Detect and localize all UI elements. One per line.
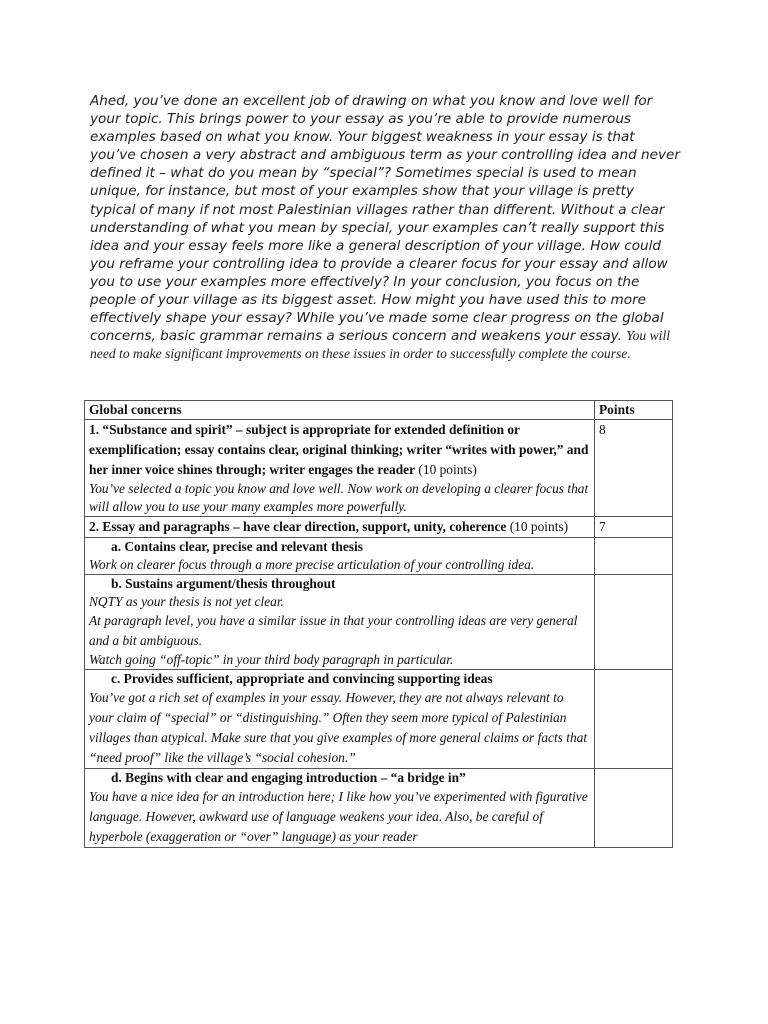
feedback-paragraph <box>90 92 680 363</box>
subrow-d-cell <box>85 769 595 848</box>
rubric-header-row <box>85 401 673 420</box>
feedback-main-text: Ahed, you’ve done an excellent job of drawing on what you know and love well for your topic. This brings power to your essay as you’re able to provide numerous examples based on what you know. Your biggest weakness in your essay is that you’ve chosen a very abstract and ambiguous term as your controlling idea and never defined it – what do you mean by “special”? Sometimes special is used to mean unique, for instance, but most of your examples show that your village is pretty typical of many if not most Palestinian villages rather than different. Without a clear understanding of what you mean by special, your examples can’t really support this idea and your essay feels more like a general description of your village. How could you reframe your controlling idea to provide a clearer focus for your essay and allow you to use your examples more effectively? In your conclusion, you focus on the people of your village as its biggest asset. How might you have used this to more effectively shape your essay? While you’ve made some clear progress on the global concerns, basic grammar remains a serious concern and weakens your essay. <box>90 93 680 345</box>
header-points: Points <box>595 401 673 420</box>
row1-criterion-bold: 1. “Substance and spirit” – subject is appropriate for extended definition or exemplification; essay contains clear, original thinking; writer “writes with power,” and her inner voice shines through; writer engages the reader <box>89 422 589 477</box>
subrow-d-points <box>595 769 673 848</box>
row2-criterion-bold: 2. Essay and paragraphs – have clear direction, support, unity, coherence <box>89 519 507 534</box>
subrow-a-label: a. Contains clear, precise and relevant thesis <box>111 539 363 554</box>
subrow-c-comment: You’ve got a rich set of examples in your essay. However, they are not always relevant to your claim of “special” or “distinguishing.” Often they seem more typical of Palestinian villages than atypical. Make sure that you give examples of more general claims or facts that “need proof” like the village’s “social cohesion.” <box>89 690 588 765</box>
subrow-c-cell <box>85 670 595 769</box>
subrow-b-label: b. Sustains argument/thesis throughout <box>111 576 336 591</box>
rubric-row-1 <box>85 420 673 517</box>
subrow-a-points <box>595 538 673 575</box>
subrow-b-comment-1: NQTY as your thesis is not yet clear. <box>89 594 284 609</box>
rubric-subrow-a <box>85 538 673 575</box>
row2-criterion <box>85 517 595 538</box>
rubric-subrow-c <box>85 670 673 769</box>
row1-criterion-weight: (10 points) <box>415 462 477 477</box>
row2-points: 7 <box>595 517 673 538</box>
subrow-c-points <box>595 670 673 769</box>
row1-criterion <box>89 420 590 480</box>
subrow-d-label: d. Begins with clear and engaging introduction – “a bridge in” <box>111 770 466 785</box>
subrow-c-label: c. Provides sufficient, appropriate and convincing supporting ideas <box>111 671 493 686</box>
subrow-b-points <box>595 575 673 670</box>
rubric-subrow-d <box>85 769 673 848</box>
row2-criterion-weight: (10 points) <box>506 519 569 534</box>
rubric-table <box>84 400 673 848</box>
row1-points: 8 <box>595 420 673 517</box>
subrow-b-cell <box>85 575 595 670</box>
subrow-a-cell <box>85 538 595 575</box>
subrow-b-comment-3: Watch going “off-topic” in your third body paragraph in particular. <box>89 652 454 667</box>
rubric-row-2 <box>85 517 673 538</box>
row1-criterion-cell <box>85 420 595 517</box>
feedback-tail-text: You will need to make significant improvements on these issues in order to successfully complete the course. <box>90 328 670 362</box>
subrow-d-comment: You have a nice idea for an introduction here; I like how you’ve experimented with figurative language. However, awkward use of language weakens your idea. Also, be careful of hyperbole (exaggeration or “over” language) as your reader <box>89 789 588 844</box>
subrow-b-comment-2: At paragraph level, you have a similar issue in that your controlling ideas are very general and a bit ambiguous. <box>89 613 578 648</box>
row1-comment: You’ve selected a topic you know and love well. Now work on developing a clearer focus that will allow you to use your many examples more powerfully. <box>89 481 589 514</box>
subrow-a-comment: Work on clearer focus through a more precise articulation of your controlling idea. <box>89 557 535 572</box>
header-global-concerns: Global concerns <box>85 401 595 420</box>
rubric-subrow-b <box>85 575 673 670</box>
